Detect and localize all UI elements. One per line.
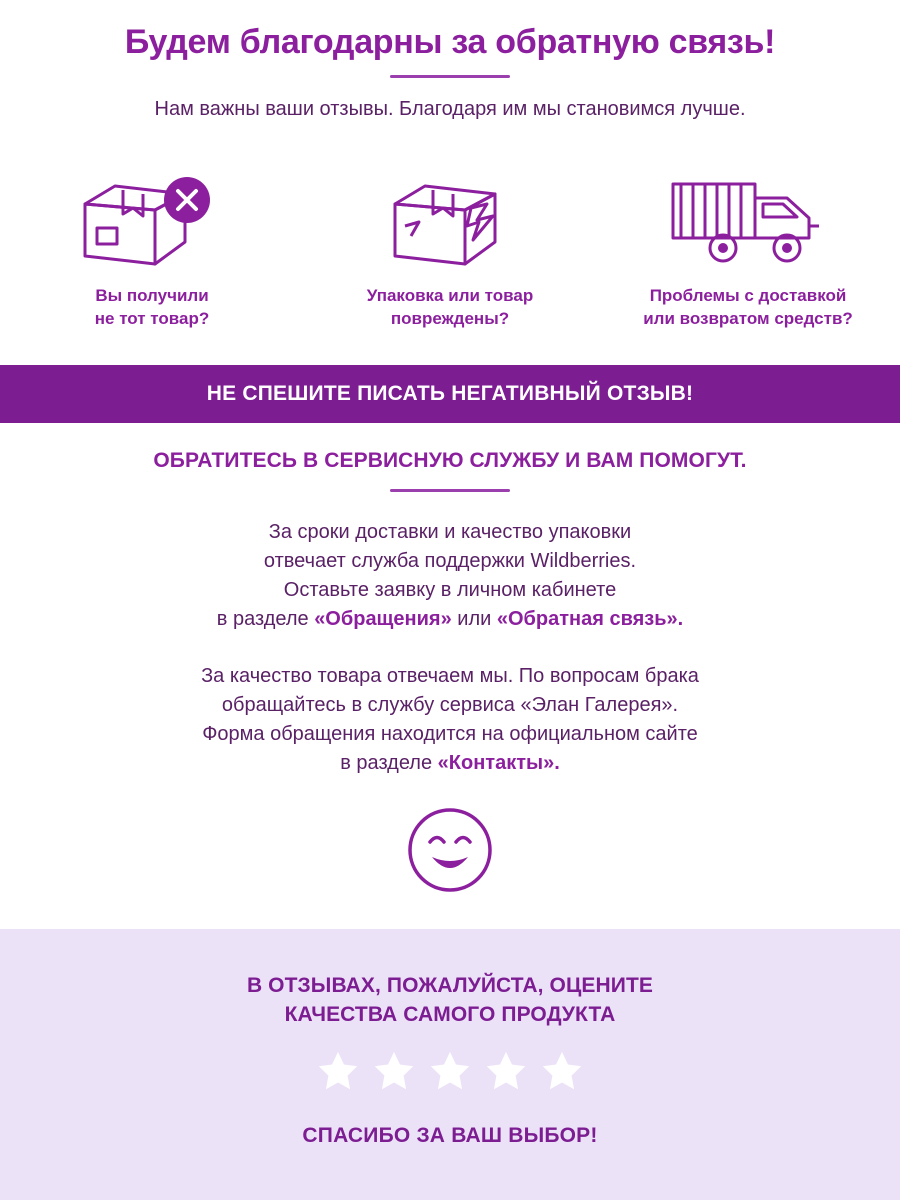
warning-banner: НЕ СПЕШИТЕ ПИСАТЬ НЕГАТИВНЫЙ ОТЗЫВ! <box>0 365 900 423</box>
icon-caption-line-1: Вы получили <box>95 286 209 306</box>
support-p1-line-1: За сроки доставки и качество упаковки <box>268 521 632 544</box>
smiley-wrap <box>0 802 900 898</box>
delivery-truck-icon <box>623 161 873 271</box>
support-paragraph-1 <box>100 518 800 634</box>
support-p2-line-4-prefix: в разделе <box>340 752 438 775</box>
support-p2-line-1: За качество товара отвечаем мы. По вопросам брака <box>201 665 699 688</box>
service-divider <box>390 489 510 492</box>
support-p1-line-2: отвечает служба поддержки Wildberries. <box>263 550 637 573</box>
support-p2-line-3: Форма обращения находится на официальном сайте <box>202 723 698 746</box>
star-icon-3[interactable] <box>427 1048 473 1094</box>
icon-caption-line-2: повреждены? <box>390 309 510 329</box>
header <box>0 0 900 121</box>
icon-row <box>0 161 900 331</box>
footer-title-line-1: В ОТЗЫВАХ, ПОЖАЛУЙСТА, ОЦЕНИТЕ <box>246 974 654 997</box>
star-icon-1[interactable] <box>315 1048 361 1094</box>
star-icon-5[interactable] <box>539 1048 585 1094</box>
footer-title <box>0 929 900 1030</box>
star-icon-2[interactable] <box>371 1048 417 1094</box>
link-obrashcheniya[interactable]: «Обращения» <box>314 608 452 631</box>
icon-card-wrong-item <box>27 161 277 331</box>
star-rating[interactable] <box>0 1048 900 1094</box>
star-icon-4[interactable] <box>483 1048 529 1094</box>
support-p1-line-3: Оставьте заявку в личном кабинете <box>283 579 617 602</box>
icon-caption-line-2: не тот товар? <box>94 309 210 329</box>
support-p1-line-4-middle: или <box>451 608 497 631</box>
support-paragraph-2 <box>100 662 800 778</box>
footer-title-line-2: КАЧЕСТВА САМОГО ПРОДУКТА <box>284 1003 616 1027</box>
icon-caption-wrong-item <box>27 285 277 331</box>
icon-caption-line-1: Упаковка или товар <box>366 286 534 306</box>
service-title: ОБРАТИТЕСЬ В СЕРВИСНУЮ СЛУЖБУ И ВАМ ПОМОГУТ. <box>153 449 747 473</box>
link-obratnaya-svyaz[interactable]: «Обратная связь». <box>496 608 684 631</box>
icon-card-delivery <box>623 161 873 331</box>
thanks-text: СПАСИБО ЗА ВАШ ВЫБОР! <box>302 1123 598 1147</box>
icon-caption-line-2: или возвратом средств? <box>643 309 853 329</box>
support-p1-line-4-prefix: в разделе <box>216 608 315 631</box>
icon-card-damaged <box>325 161 575 331</box>
title-divider <box>390 75 510 78</box>
footer <box>0 929 900 1200</box>
damaged-box-icon <box>325 161 575 271</box>
icon-caption-delivery <box>623 285 873 331</box>
icon-caption-line-1: Проблемы с доставкой <box>649 286 847 306</box>
header-subtitle: Нам важны ваши отзывы. Благодаря им мы становимся лучше. <box>154 98 746 121</box>
link-kontakty[interactable]: «Контакты». <box>437 752 560 775</box>
wrong-box-icon <box>27 161 277 271</box>
page-title: Будем благодарны за обратную связь! <box>124 23 776 61</box>
smiling-face-icon <box>402 802 498 898</box>
icon-caption-damaged <box>325 285 575 331</box>
support-p2-line-2: обращайтесь в службу сервиса «Элан Галерея». <box>221 694 679 717</box>
